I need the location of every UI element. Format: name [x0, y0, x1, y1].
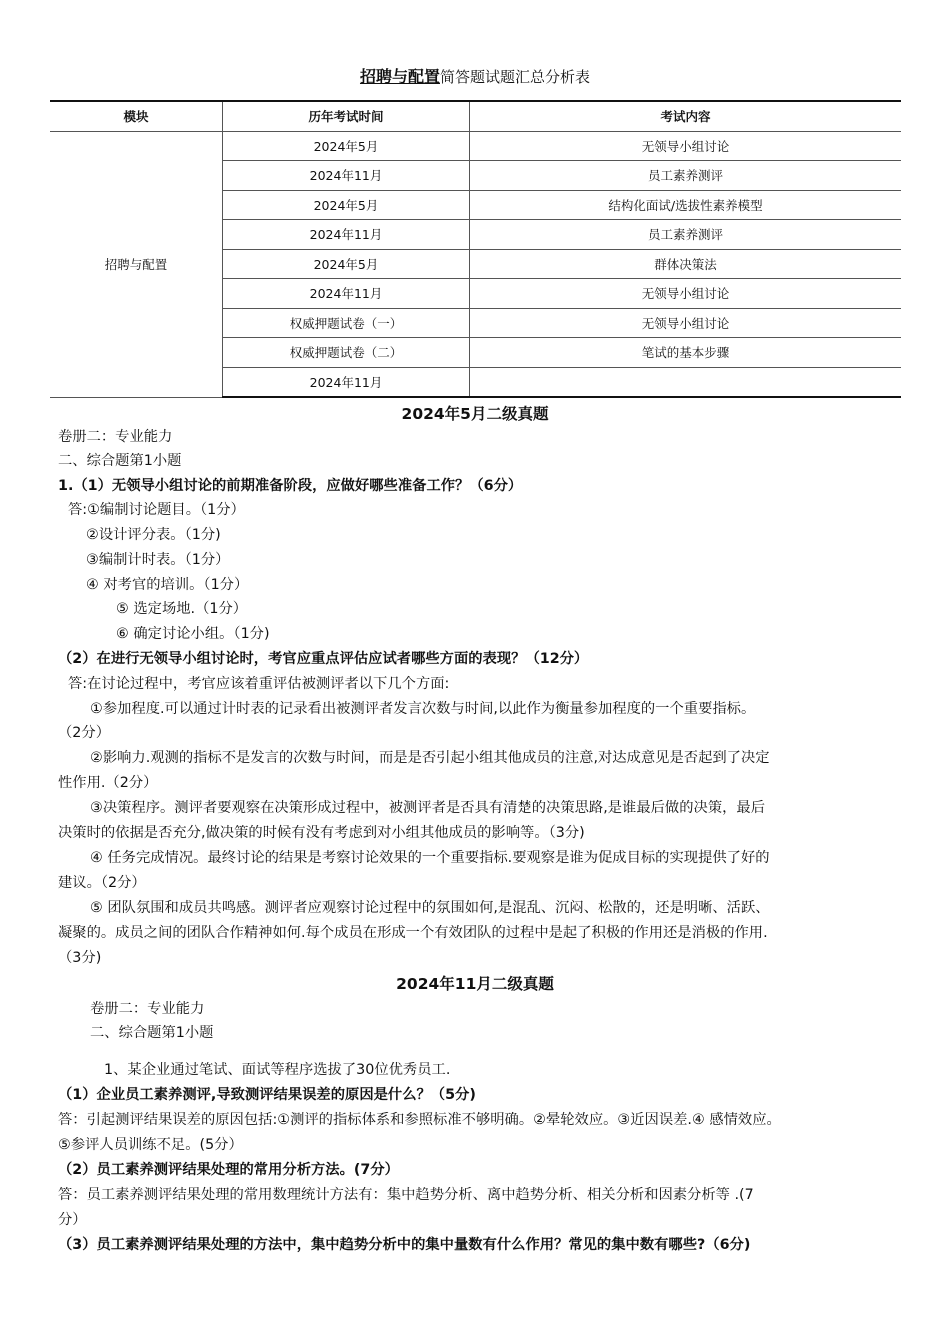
title-rest: 简答题试题汇总分析表	[440, 68, 591, 86]
volume-label: 卷册二：专业能力	[58, 429, 173, 445]
answer-line: 决策时的依据是否充分,做决策的时候有没有考虑到对小组其他成员的影响等。（3分)	[58, 825, 585, 841]
section-heading-2024-nov: 2024年11月二级真题	[396, 975, 554, 993]
time-cell: 2024年11月	[223, 367, 470, 397]
content-cell: 笔试的基本步骤	[470, 338, 902, 368]
question-2-1: （1）企业员工素养测评,导致测评结果误差的原因是什么？（5分)	[58, 1087, 476, 1103]
answer-line: ④ 对考官的培训。（1分）	[86, 577, 249, 593]
answer-line: ⑤参评人员训练不足。(5分）	[58, 1137, 243, 1153]
answer-line: （3分)	[58, 950, 102, 966]
title-main: 招聘与配置	[359, 67, 440, 86]
document-title	[0, 64, 950, 87]
content-cell: 无领导小组讨论	[470, 308, 902, 338]
answer-line: ③编制计时表。（1分）	[86, 552, 230, 568]
table-row	[50, 131, 901, 161]
table-header-row	[50, 101, 901, 131]
header-time: 历年考试时间	[223, 101, 470, 131]
answer-line: ④ 任务完成情况。最终讨论的结果是考察讨论效果的一个重要指标.要观察是谁为促成目标的实现提供了好的	[90, 850, 770, 866]
time-cell: 2024年5月	[223, 190, 470, 220]
content-cell: 无领导小组讨论	[470, 279, 902, 309]
section-heading-2024-may: 2024年5月二级真题	[401, 405, 549, 423]
question-1-1: 1.（1）无领导小组讨论的前期准备阶段，应做好哪些准备工作？（6分）	[58, 478, 523, 494]
content-cell	[470, 367, 902, 397]
answer-line: ⑤ 团队氛围和成员共鸣感。测评者应观察讨论过程中的氛围如何,是混乱、沉闷、松散的，还是明晰、活跃、	[90, 900, 770, 916]
question-1-2: （2）在进行无领导小组讨论时，考官应重点评估应试者哪些方面的表现？（12分）	[58, 651, 589, 667]
answer-line: 答：员工素养测评结果处理的常用数理统计方法有：集中趋势分析、离中趋势分析、相关分析和因素分析等 .(7	[58, 1187, 754, 1203]
answer-intro: 答:在讨论过程中，考官应该着重评估被测评者以下几个方面:	[68, 676, 450, 692]
time-cell: 2024年11月	[223, 161, 470, 191]
answer-line: ③决策程序。测评者要观察在决策形成过程中，被测评者是否具有清楚的决策思路,是谁最后做的决策，最后	[90, 800, 766, 816]
header-module: 模块	[50, 101, 223, 131]
answer-line: ⑤ 选定场地.（1分）	[116, 601, 248, 617]
part-label: 二、综合题第1小题	[58, 453, 182, 469]
answer-line: 答：引起测评结果误差的原因包括:①测评的指标体系和参照标准不够明确。②晕轮效应。③近因误差.④ 感情效应。	[58, 1112, 781, 1128]
answer-line: 建议。（2分）	[58, 875, 146, 891]
question-2-3: （3）员工素养测评结果处理的方法中，集中趋势分析中的集中量数有什么作用？常见的集中数有哪些?（6分)	[58, 1237, 751, 1253]
case-intro: 1、某企业通过笔试、面试等程序选拔了30位优秀员工.	[104, 1062, 451, 1078]
answer-line: 答:①编制讨论题目。（1分）	[68, 502, 245, 518]
time-cell: 权威押题试卷（二）	[223, 338, 470, 368]
module-cell: 招聘与配置	[50, 131, 223, 397]
content-cell: 无领导小组讨论	[470, 131, 902, 161]
volume-label: 卷册二：专业能力	[90, 1001, 205, 1017]
answer-line: 分）	[58, 1212, 87, 1228]
content-cell: 群体决策法	[470, 249, 902, 279]
answer-line: ②设计评分表。（1分)	[86, 527, 221, 543]
time-cell: 2024年5月	[223, 131, 470, 161]
time-cell: 权威押题试卷（一）	[223, 308, 470, 338]
time-cell: 2024年5月	[223, 249, 470, 279]
answer-line: ①参加程度.可以通过计时表的记录看出被测评者发言次数与时间,以此作为衡量参加程度的一个重要指标。	[90, 701, 756, 717]
time-cell: 2024年11月	[223, 220, 470, 250]
content-cell: 员工素养测评	[470, 161, 902, 191]
answer-line: （2分）	[58, 725, 110, 741]
summary-table	[50, 100, 901, 398]
header-content: 考试内容	[470, 101, 902, 131]
answer-line: 凝聚的。成员之间的团队合作精神如何.每个成员在形成一个有效团队的过程中是起了积极的作用还是消极的作用.	[58, 925, 768, 941]
time-cell: 2024年11月	[223, 279, 470, 309]
content-cell: 结构化面试/选拔性素养模型	[470, 190, 902, 220]
part-label: 二、综合题第1小题	[90, 1025, 214, 1041]
answer-line: 性作用.（2分）	[58, 775, 158, 791]
content-cell: 员工素养测评	[470, 220, 902, 250]
question-2-2: （2）员工素养测评结果处理的常用分析方法。(7分）	[58, 1162, 399, 1178]
answer-line: ②影响力.观测的指标不是发言的次数与时间，而是是否引起小组其他成员的注意,对达成意见是否起到了决定	[90, 750, 770, 766]
answer-line: ⑥ 确定讨论小组。（1分)	[116, 626, 270, 642]
